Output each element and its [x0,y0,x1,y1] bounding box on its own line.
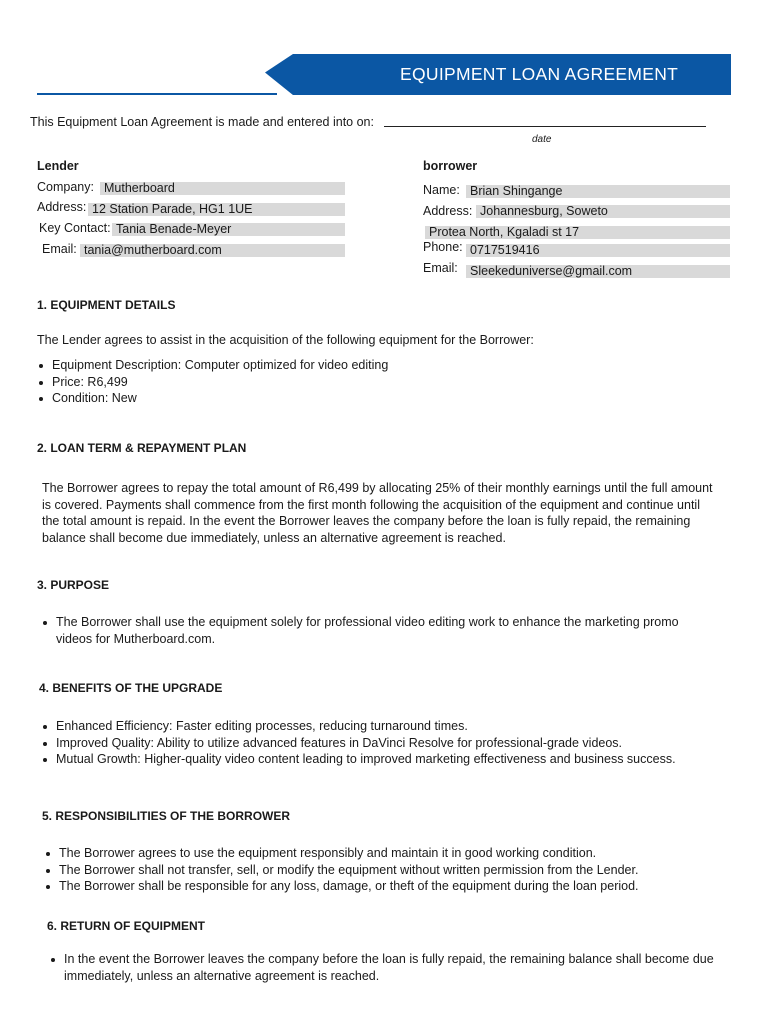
list-item: Enhanced Efficiency: Faster editing processes, reducing turnaround times. [42,718,742,735]
section-6-title: 6. RETURN OF EQUIPMENT [47,919,206,933]
list-item: Condition: New [38,390,728,407]
list-item: Price: R6,499 [38,374,728,391]
lender-address-label: Address: [37,200,87,214]
borrower-heading: borrower [423,159,478,173]
date-label: date [532,134,552,145]
lender-email-label: Email: [42,242,77,256]
equipment-list [38,357,728,407]
borrower-address-label: Address: [423,204,473,218]
purpose-list [42,614,732,647]
header-rule [37,93,277,95]
list-item [50,951,750,984]
borrower-phone-label: Phone: [423,240,463,254]
lender-company-label: Company: [37,180,94,194]
benefits-list [42,718,742,768]
date-signature-line[interactable] [384,126,706,127]
borrower-name-field[interactable]: Brian Shingange [466,185,730,198]
borrower-address-field-2[interactable]: Protea North, Kgaladi st 17 [425,226,730,239]
lender-contact-label: Key Contact: [39,221,111,235]
list-item: The Borrower shall be responsible for any loss, damage, or theft of the equipment during the loan period. [45,878,745,895]
borrower-email-field[interactable]: Sleekeduniverse@gmail.com [466,265,730,278]
list-item: Equipment Description: Computer optimized for video editing [38,357,728,374]
intro-text: This Equipment Loan Agreement is made and entered into on: [30,115,374,129]
responsibilities-list [45,845,745,895]
borrower-address-field-1[interactable]: Johannesburg, Soweto [476,205,730,218]
section-3-title: 3. PURPOSE [37,578,110,592]
list-item-line: The Borrower shall use the equipment solely for professional video editing work to enhance the marketing promo [56,615,679,629]
lender-address-field[interactable]: 12 Station Parade, HG1 1UE [88,203,345,216]
paragraph-line: the total amount is repaid. In the event the Borrower leaves the company before the loan is fully repaid, the remaining [42,514,691,528]
list-item-line: videos for Mutherboard.com. [56,631,216,646]
lender-heading: Lender [37,159,79,173]
list-item [42,614,732,647]
lender-contact-field[interactable]: Tania Benade-Meyer [112,223,345,236]
list-item-line: In the event the Borrower leaves the company before the loan is fully repaid, the remaining balance shall become due [64,952,714,966]
list-item: The Borrower shall not transfer, sell, or modify the equipment without written permission from the Lender. [45,862,745,879]
list-item-line: immediately, unless an alternative agreement is reached. [64,968,380,983]
lender-company-field[interactable]: Mutherboard [100,182,345,195]
borrower-phone-field[interactable]: 0717519416 [466,244,730,257]
document-title: EQUIPMENT LOAN AGREEMENT [400,64,679,84]
borrower-name-label: Name: [423,183,460,197]
paragraph-line: is covered. Payments shall commence from the first month following the acquisition of the equipment and continue until [42,497,700,512]
return-list [50,951,750,984]
list-item: The Borrower agrees to use the equipment responsibly and maintain it in good working condition. [45,845,745,862]
section-2-paragraph [42,480,742,546]
section-5-title: 5. RESPONSIBILITIES OF THE BORROWER [42,809,291,823]
list-item: Improved Quality: Ability to utilize advanced features in DaVinci Resolve for professional-grade videos. [42,735,742,752]
section-1-title: 1. EQUIPMENT DETAILS [37,298,176,312]
section-1-intro: The Lender agrees to assist in the acquisition of the following equipment for the Borrower: [37,333,534,347]
paragraph-line: The Borrower agrees to repay the total amount of R6,499 by allocating 25% of their monthly earnings until the full amount [42,481,713,495]
section-2-title: 2. LOAN TERM & REPAYMENT PLAN [37,441,247,455]
section-4-title: 4. BENEFITS OF THE UPGRADE [39,681,223,695]
paragraph-line: balance shall become due immediately, unless an alternative agreement is reached. [42,530,506,545]
lender-email-field[interactable]: tania@mutherboard.com [80,244,345,257]
list-item: Mutual Growth: Higher-quality video content leading to improved marketing effectiveness and business success. [42,751,742,768]
borrower-email-label: Email: [423,261,458,275]
